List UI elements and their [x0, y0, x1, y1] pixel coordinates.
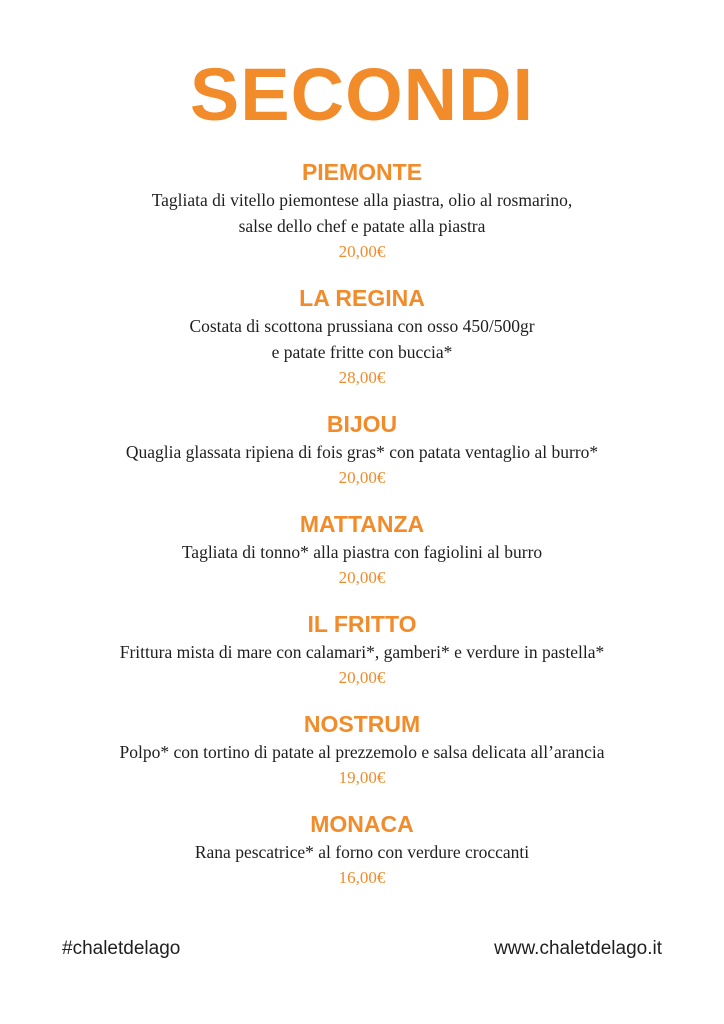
menu-section-title: SECONDI	[189, 53, 535, 136]
menu-item-name: LA REGINA	[299, 285, 425, 311]
menu-item-price: 28,00€	[338, 368, 386, 387]
menu-item-description: Polpo* con tortino di patate al prezzemolo e salsa delicata all’arancia	[119, 742, 605, 762]
menu-item-description: Rana pescatrice* al forno con verdure croccanti	[194, 842, 530, 862]
menu-item-price: 19,00€	[338, 768, 386, 787]
menu-item	[0, 509, 724, 591]
menu-item	[0, 609, 724, 691]
menu-item-name: MATTANZA	[299, 511, 425, 537]
menu-item	[0, 409, 724, 491]
menu-item	[0, 709, 724, 791]
menu-item-price: 16,00€	[338, 868, 386, 887]
footer-hashtag: #chaletdelago	[62, 938, 181, 959]
menu-item-name: BIJOU	[326, 411, 398, 437]
menu-items-list	[0, 157, 724, 909]
menu-item	[0, 809, 724, 891]
footer-website-link[interactable]: www.chaletdelago.it	[494, 938, 662, 959]
menu-item-price: 20,00€	[338, 668, 386, 687]
menu-item-description: Tagliata di tonno* alla piastra con fagiolini al burro	[181, 542, 543, 562]
menu-item-price: 20,00€	[338, 568, 386, 587]
menu-item-price: 20,00€	[338, 242, 386, 261]
menu-item-name: NOSTRUM	[303, 711, 421, 737]
menu-item-name: IL FRITTO	[307, 611, 417, 637]
menu-item-name: PIEMONTE	[301, 159, 423, 185]
menu-item-description: Frittura mista di mare con calamari*, gamberi* e verdure in pastella*	[119, 642, 605, 662]
menu-item-description: Quaglia glassata ripiena di fois gras* con patata ventaglio al burro*	[125, 442, 599, 462]
menu-item-price: 20,00€	[338, 468, 386, 487]
menu-item-name: MONACA	[310, 811, 414, 837]
menu-item-description: Costata di scottona prussiana con osso 450/500gr e patate fritte con buccia*	[189, 316, 535, 362]
menu-item-description: Tagliata di vitello piemontese alla piastra, olio al rosmarino, salse dello chef e patate alla piastra	[151, 190, 573, 236]
menu-item	[0, 157, 724, 265]
menu-item	[0, 283, 724, 391]
